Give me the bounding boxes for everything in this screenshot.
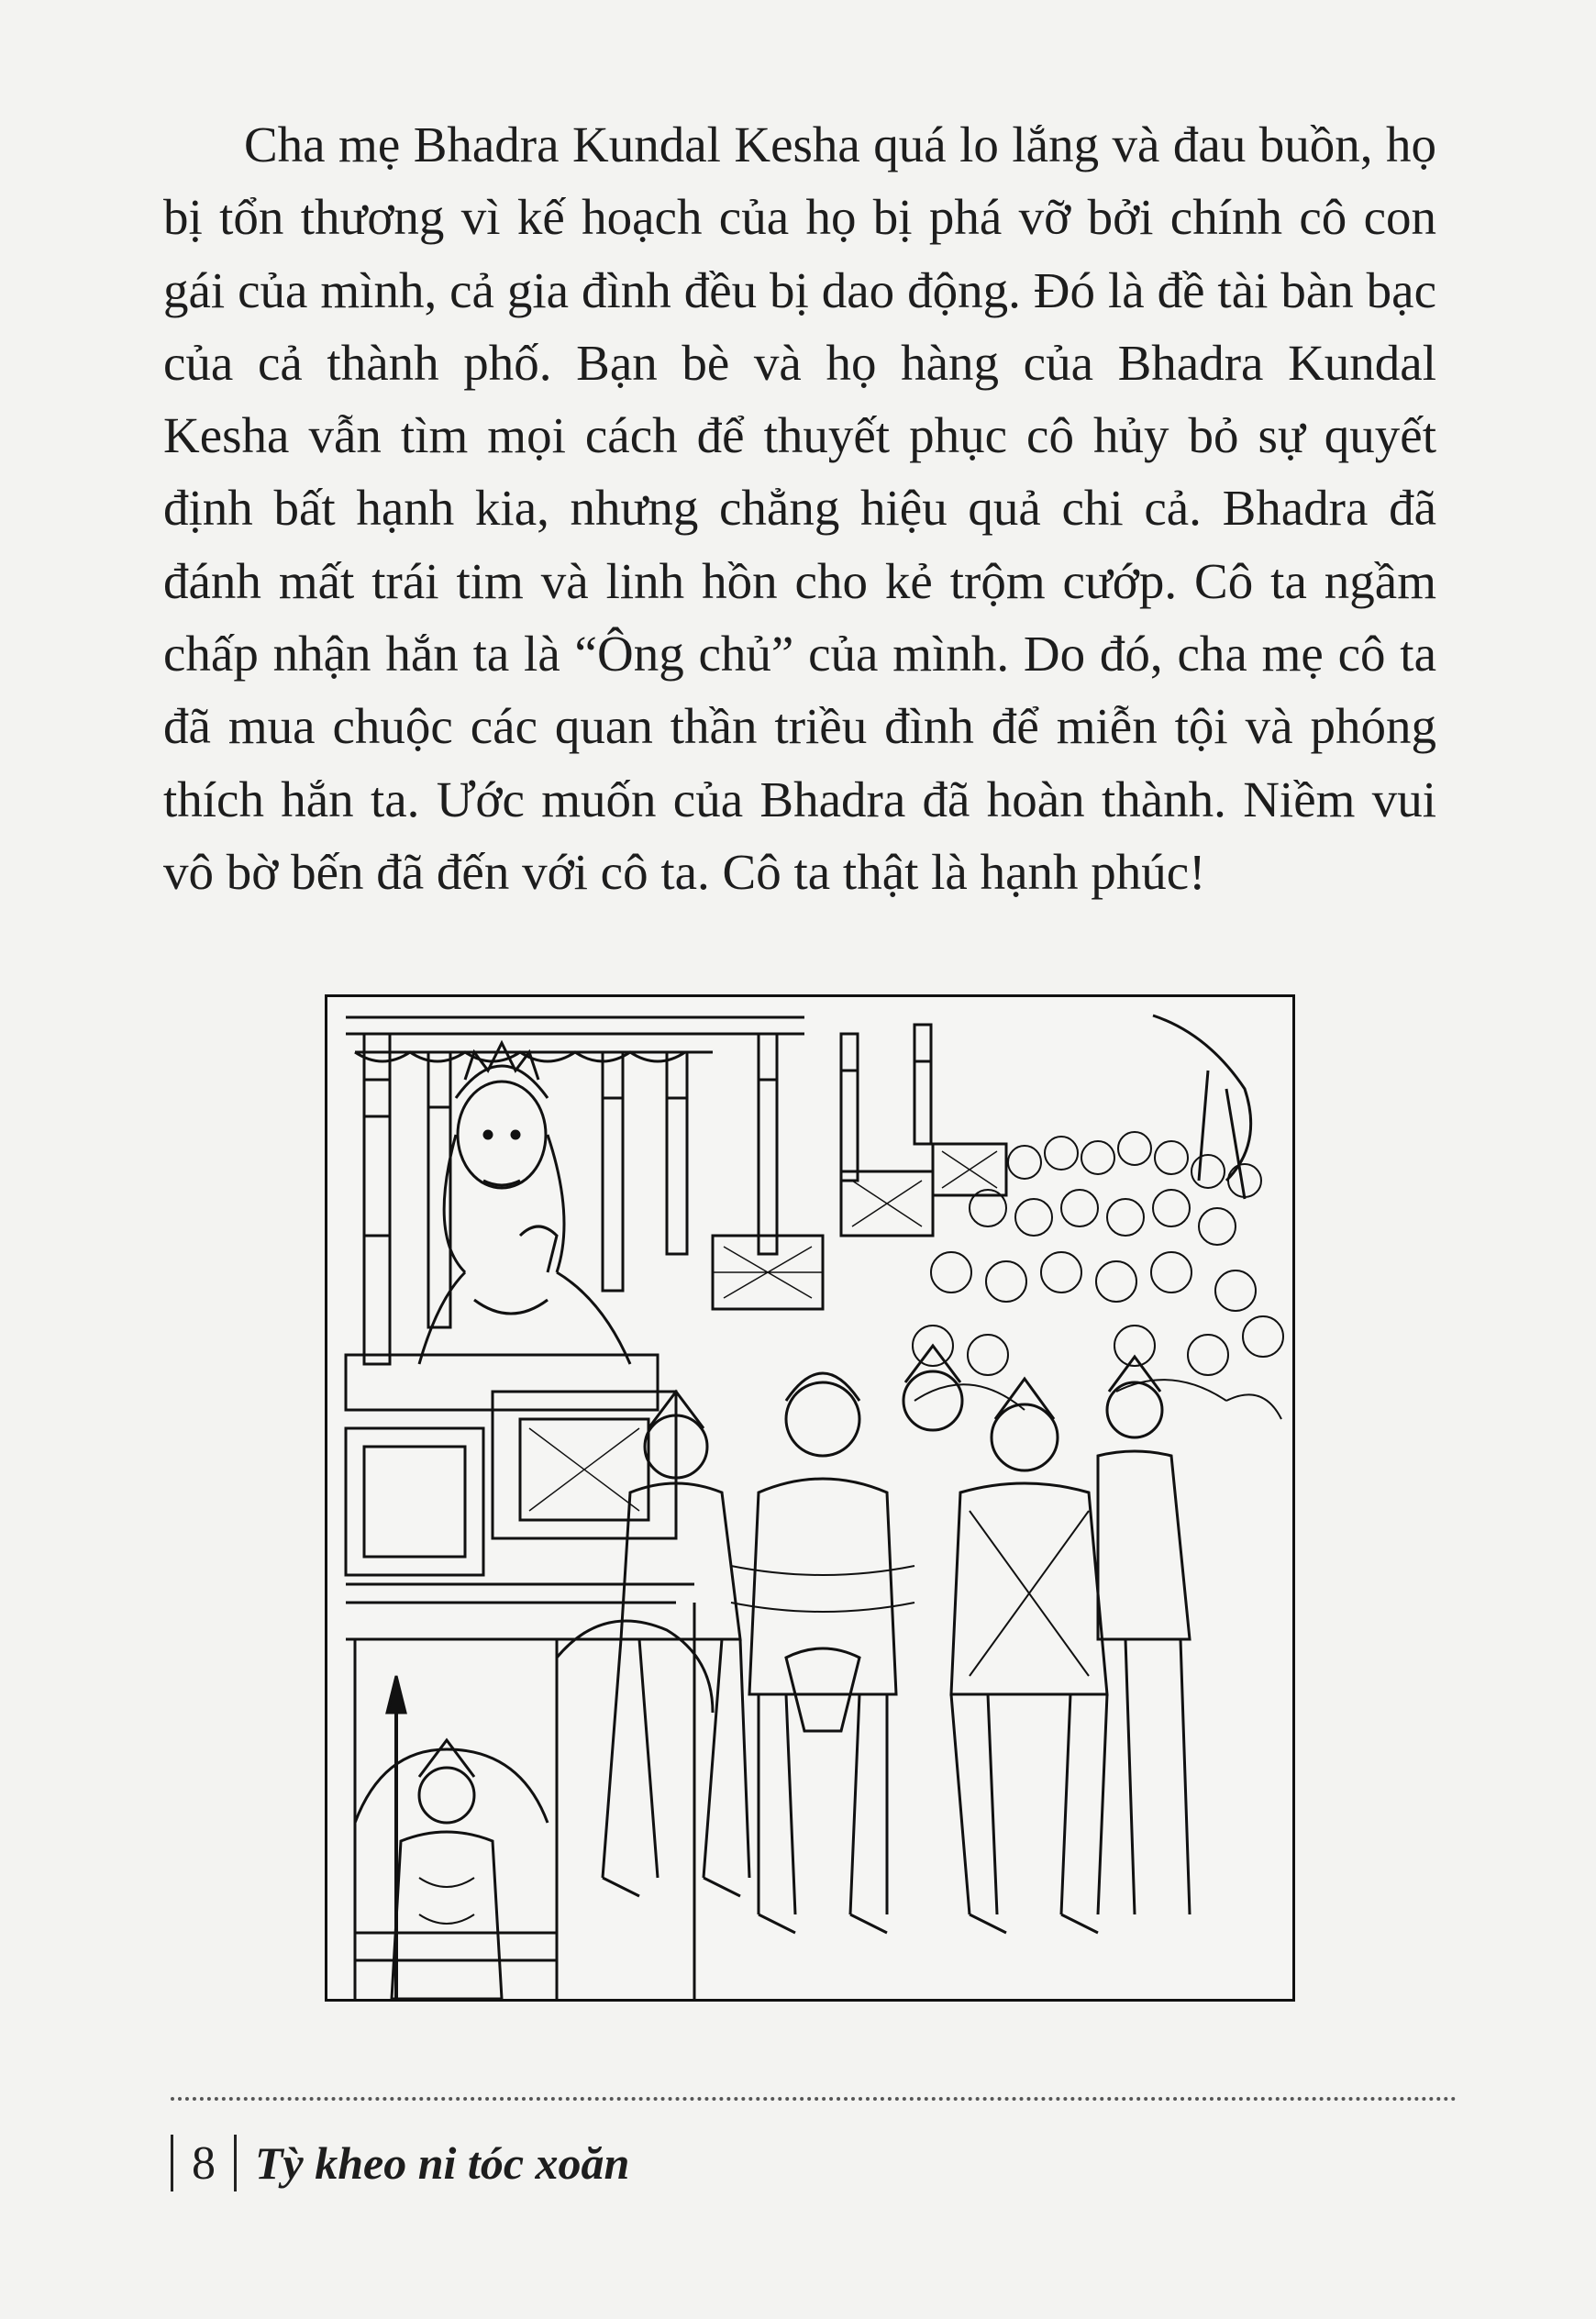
palace-architecture <box>327 997 1292 1999</box>
page-number: 8 <box>192 2136 216 2190</box>
page-footer <box>171 2126 629 2200</box>
body-paragraph: Cha mẹ Bhadra Kundal Kesha quá lo lắng và đau buồn, họ bị tổn thương vì kế hoạch của họ bị phá vỡ bởi chính cô con gái của mình, cả gia đình đều bị dao động. Đó là đề tài bàn bạc của cả thành phố. Bạn bè và họ hàng của Bhadra Kundal Kesha vẫn tìm mọi cách để thuyết phục cô hủy bỏ sự quyết định bất hạnh kia, nhưng chẳng hiệu quả chi cả. Bhadra đã đánh mất trái tim và linh hồn cho kẻ trộm cướp. Cô ta ngầm chấp nhận hắn ta là “Ông chủ” của mình. Do đó, cha mẹ cô ta đã mua chuộc các quan thần triều đình để miễn tội và phóng thích hắn ta. Ước muốn của Bhadra đã hoàn thành. Niềm vui vô bờ bến đã đến với cô ta. Cô ta thật là hạnh phúc! <box>163 117 1436 900</box>
footer-divider <box>171 2097 1457 2101</box>
story-illustration <box>325 994 1295 2002</box>
book-title: Tỳ kheo ni tóc xoăn <box>255 2137 630 2189</box>
footer-bar-right <box>234 2135 237 2191</box>
footer-bar-left <box>171 2135 173 2191</box>
